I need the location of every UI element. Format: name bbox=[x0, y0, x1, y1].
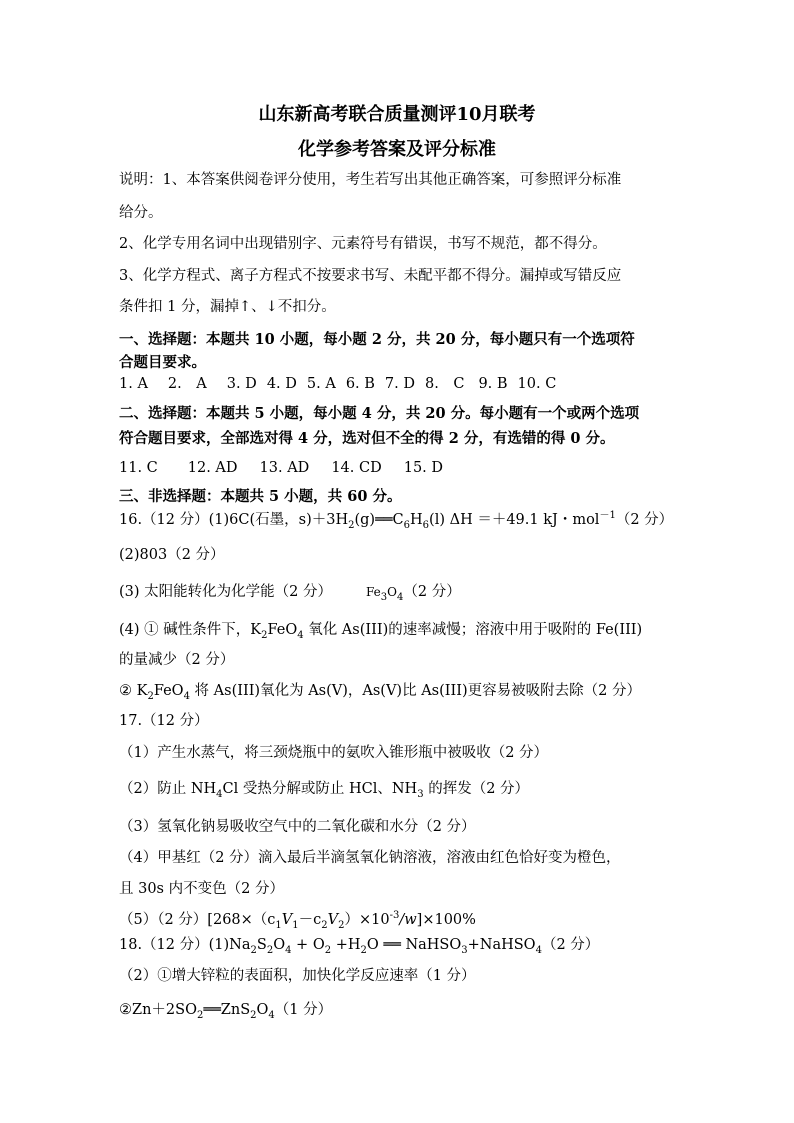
q18-text: +H bbox=[331, 937, 361, 953]
q16-sub: 4 bbox=[183, 690, 190, 702]
page-subtitle: 化学参考答案及评分标准 bbox=[298, 139, 496, 160]
q18-sub: 2 bbox=[250, 1009, 257, 1021]
q17-sub: 4 bbox=[216, 788, 223, 800]
q17-sub: 3 bbox=[417, 788, 424, 800]
q17-text: ]×100% bbox=[416, 912, 476, 928]
q16-sub: 3 bbox=[380, 591, 388, 603]
q18-part2: （2）①增大锌粒的表面积，加快化学反应速率（1 分） bbox=[119, 968, 476, 984]
q16-text: FeO bbox=[267, 622, 298, 638]
note-line-1: 说明：1、本答案供阅卷评分使用，考生若写出其他正确答案，可参照评分标准 bbox=[119, 172, 622, 188]
q16-sub: 2 bbox=[348, 519, 355, 531]
q17-part1: （1）产生水蒸气，将三颈烧瓶中的氨吹入锥形瓶中被吸收（2 分） bbox=[119, 745, 549, 761]
answer-7: 7. D bbox=[384, 376, 415, 392]
q17-part4: （4）甲基红（2 分）滴入最后半滴氢氧化钠溶液，溶液由红色恰好变为橙色， bbox=[119, 850, 621, 866]
section1-heading-2: 合题目要求。 bbox=[119, 354, 206, 371]
q17-var: V bbox=[281, 912, 293, 928]
q16-head: 16.（12 分）(1)6C(石墨，s)＋3H bbox=[119, 512, 349, 528]
q18-text: （1 分） bbox=[274, 1002, 333, 1018]
q16-sub: 6 bbox=[422, 519, 430, 531]
q16-text: 氧化 As(III)的速率减慢；溶液中用于吸附的 Fe(III) bbox=[303, 622, 643, 638]
q17-var: /w bbox=[399, 912, 417, 928]
q16-sub: 6 bbox=[403, 519, 411, 531]
answer-2: 2. A bbox=[167, 376, 207, 392]
answer-4: 4. D bbox=[266, 376, 297, 392]
note-line-1b: 给分。 bbox=[119, 205, 163, 221]
section2-answers bbox=[119, 458, 679, 478]
answer-10: 10. C bbox=[517, 376, 557, 392]
q17-text: Cl 受热分解或防止 HCl、NH bbox=[222, 781, 418, 797]
q17-var: V bbox=[327, 912, 339, 928]
q16-sub: 4 bbox=[297, 629, 304, 641]
q18-sub: 2 bbox=[324, 944, 332, 956]
q18-score: （2 分） bbox=[541, 937, 600, 953]
answer-5: 5. A bbox=[306, 376, 336, 392]
q18-text: ══ZnS bbox=[203, 1002, 251, 1018]
answer-8: 8. C bbox=[425, 376, 465, 392]
q18-sub: 4 bbox=[285, 944, 292, 956]
section2-heading-1: 二、选择题：本题共 5 小题，每小题 4 分，共 20 分。每小题有一个或两个选项 bbox=[119, 405, 640, 422]
q17-head: 17.（12 分） bbox=[119, 713, 209, 729]
q18-sub: 2 bbox=[266, 944, 274, 956]
q16-text: FeO bbox=[153, 683, 184, 699]
q17-sub: 2 bbox=[321, 919, 328, 931]
answer-11: 11. C bbox=[119, 460, 158, 476]
q16-p3-formula: Fe bbox=[365, 585, 381, 599]
answer-6: 6. B bbox=[345, 376, 375, 392]
q16-text: H bbox=[410, 512, 423, 528]
section1-answers bbox=[119, 374, 679, 394]
q16-text: (4) ① 碱性条件下，K bbox=[119, 622, 262, 638]
page-title: 山东新高考联合质量测评10月联考 bbox=[258, 104, 536, 125]
section1-heading-1: 一、选择题：本题共 10 小题，每小题 2 分，共 20 分，每小题只有一个选项符 bbox=[119, 331, 635, 348]
q18-text: 18.（12 分）(1)Na bbox=[119, 937, 251, 953]
q16-sub: 2 bbox=[261, 629, 268, 641]
q17-text: （2）防止 NH bbox=[119, 781, 217, 797]
q16-sub: 4 bbox=[396, 591, 404, 603]
q18-text: S bbox=[256, 937, 267, 953]
q17-part3: （3）氢氧化钠易吸收空气中的二氧化碳和水分（2 分） bbox=[119, 819, 476, 835]
q16-text: ② K bbox=[119, 683, 148, 699]
q17-sub: 2 bbox=[338, 919, 345, 931]
q16-part1 bbox=[119, 510, 679, 530]
q16-score: （2 分） bbox=[615, 512, 674, 528]
q18-text: O bbox=[256, 1002, 269, 1018]
q18-sub: 2 bbox=[250, 944, 257, 956]
q17-part2 bbox=[119, 779, 679, 799]
q17-text: －c bbox=[298, 912, 322, 928]
q17-sub: 1 bbox=[292, 919, 299, 931]
q18-text: +NaHSO bbox=[467, 937, 536, 953]
q18-text: O bbox=[273, 937, 286, 953]
answer-1: 1. A bbox=[119, 376, 148, 392]
answer-12: 12. AD bbox=[187, 460, 238, 476]
q16-part4c bbox=[119, 681, 679, 701]
q17-text: （5）（2 分）[268×（c bbox=[119, 912, 276, 928]
answer-3: 3. D bbox=[226, 376, 257, 392]
q17-sup: -3 bbox=[389, 910, 400, 922]
q18-sub: 2 bbox=[196, 1009, 204, 1021]
q17-text: 的挥发（2 分） bbox=[423, 781, 530, 797]
answer-13: 13. AD bbox=[259, 460, 310, 476]
q18-sub: 3 bbox=[461, 944, 468, 956]
q18-text: + O bbox=[291, 937, 325, 953]
q16-text: (g)══C bbox=[354, 512, 404, 528]
q16-p3-text: (3) 太阳能转化为化学能（2 分） bbox=[119, 584, 332, 600]
q17-part5 bbox=[119, 910, 679, 930]
q16-part4b: 的量减少（2 分） bbox=[119, 652, 235, 668]
q18-text: ②Zn＋2SO bbox=[119, 1002, 197, 1018]
q18-sub: 4 bbox=[535, 944, 542, 956]
answer-9: 9. B bbox=[478, 376, 508, 392]
section3-heading: 三、非选择题：本题共 5 小题，共 60 分。 bbox=[119, 488, 402, 505]
q16-p3-score: （2 分） bbox=[403, 584, 461, 600]
q18-sub: 4 bbox=[268, 1009, 275, 1021]
q16-part4a bbox=[119, 620, 679, 640]
answer-15: 15. D bbox=[403, 460, 444, 476]
q18-sub: 2 bbox=[360, 944, 367, 956]
section2-heading-2: 符合题目要求，全部选对得 4 分，选对但不全的得 2 分，有选错的得 0 分。 bbox=[119, 430, 615, 447]
q16-part2: (2)803（2 分） bbox=[119, 547, 225, 563]
q16-text: 将 As(III)氧化为 As(V)，As(V)比 As(III)更容易被吸附去除（2 分） bbox=[189, 683, 641, 699]
q16-sup: －1 bbox=[599, 510, 616, 522]
note-line-3b: 条件扣 1 分，漏掉↑、↓不扣分。 bbox=[119, 299, 336, 315]
q18-part1 bbox=[119, 935, 679, 955]
q16-text: (l) ΔH ＝＋49.1 kJ・mol bbox=[429, 512, 600, 528]
q16-part3 bbox=[119, 582, 679, 602]
answer-14: 14. CD bbox=[331, 460, 382, 476]
q16-sub: 2 bbox=[147, 690, 154, 702]
note-line-3: 3、化学方程式、离子方程式不按要求书写、未配平都不得分。漏掉或写错反应 bbox=[119, 268, 622, 284]
q18-text: O ══ NaHSO bbox=[366, 937, 462, 953]
q16-p3-formula: O bbox=[387, 585, 397, 599]
q17-sub: 1 bbox=[275, 919, 282, 931]
note-line-2: 2、化学专用名词中出现错别字、元素符号有错误，书写不规范，都不得分。 bbox=[119, 236, 607, 252]
q18-part3 bbox=[119, 1000, 679, 1020]
q17-text: ）×10 bbox=[344, 912, 390, 928]
q17-part4b: 且 30s 内不变色（2 分） bbox=[119, 881, 284, 897]
